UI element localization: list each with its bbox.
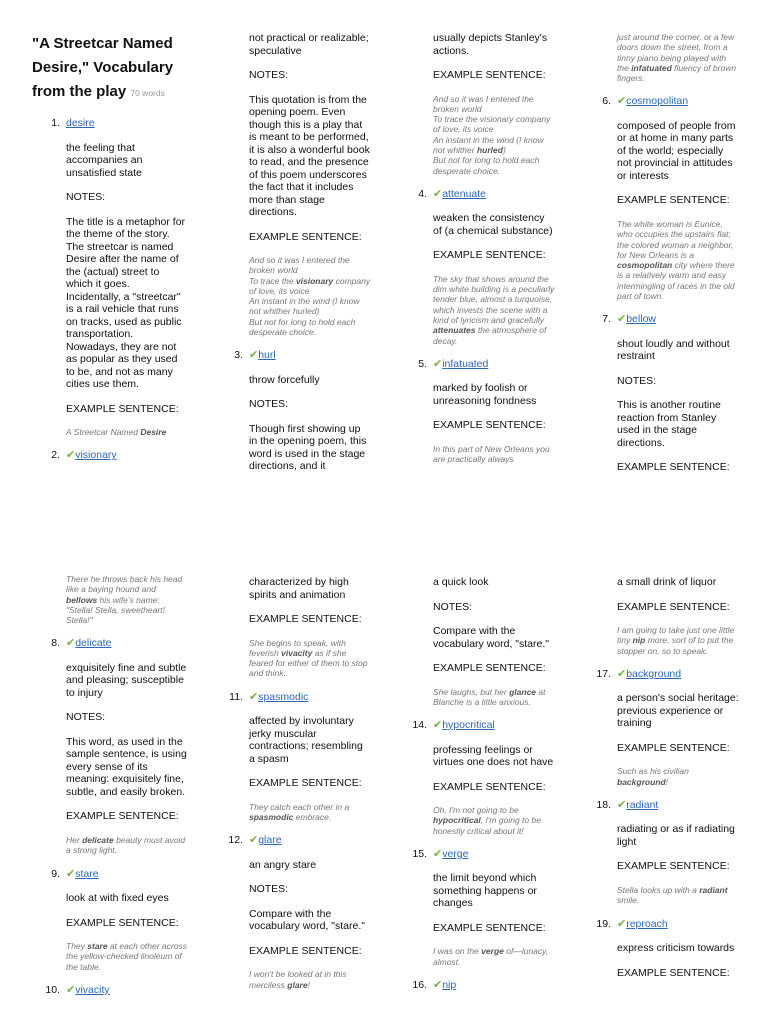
example-text: at Blanche is a little anxious. <box>433 686 546 707</box>
notes-label: NOTES: <box>249 69 289 81</box>
definition: throw forcefully <box>249 373 320 386</box>
example-text: , I'm going to be honestly critical about it! <box>433 815 541 836</box>
example-label: EXAMPLE SENTENCE: <box>617 194 730 207</box>
example-text: beauty must avoid a strong light. <box>66 834 186 856</box>
example-text: smile. <box>617 895 640 906</box>
check-icon: ✔ <box>617 313 627 326</box>
example-label: EXAMPLE SENTENCE: <box>617 860 730 873</box>
entry-bellow <box>602 313 739 474</box>
word-link-hypocritical[interactable]: hypocritical <box>442 719 495 732</box>
notes-label: NOTES: <box>433 600 473 613</box>
check-icon: ✔ <box>66 867 76 880</box>
document-title <box>32 32 182 105</box>
notes-label: NOTES: <box>249 398 289 411</box>
word-link-background[interactable]: background <box>626 667 682 680</box>
example-highlight: Desire <box>140 427 167 437</box>
example-text: Such as his civilian <box>617 766 689 777</box>
check-icon: ✔ <box>617 95 627 108</box>
word-link-desire[interactable]: desire <box>66 117 95 129</box>
notes-label: NOTES: <box>617 374 657 387</box>
example-text: I won't be looked at in this merciless <box>249 969 347 990</box>
definition: a person's social heritage: previous experience or training <box>617 692 739 730</box>
entry-number: 5. <box>418 357 427 370</box>
word-link-glare[interactable]: glare <box>258 834 282 847</box>
check-icon: ✔ <box>617 667 627 680</box>
example-highlight: cosmopolitan <box>617 260 673 271</box>
page2-column-2 <box>228 576 371 1002</box>
entry-number: 1. <box>51 117 60 129</box>
definition: characterized by high spirits and animation <box>249 576 349 601</box>
entry-glare <box>228 834 371 990</box>
example-label: EXAMPLE SENTENCE: <box>433 921 546 934</box>
example-sentence <box>66 835 188 856</box>
example-label: EXAMPLE SENTENCE: <box>433 69 546 81</box>
example-label: EXAMPLE SENTENCE: <box>249 777 362 790</box>
example-sentence <box>66 427 186 437</box>
word-count: 70 words <box>130 88 165 98</box>
example-label: EXAMPLE SENTENCE: <box>249 230 362 243</box>
entry-infatuated <box>418 357 555 465</box>
example-sentence: In this part of New Orleans you are practically always <box>433 443 550 465</box>
entry-verge <box>412 847 555 967</box>
example-text: ) But not for long to hold each desperate choice. <box>433 144 540 176</box>
example-sentence <box>617 32 739 83</box>
page2-column-4 <box>596 576 739 991</box>
notes-text: This quotation is from the opening poem. Even though this is a play that is meant to be performed, it is also a wonderful book to read, and the presence of this poem underscores the fact that it includes more than stage directions. <box>249 93 370 218</box>
example-highlight: vivacity <box>281 647 313 658</box>
word-link-infatuated[interactable]: infatuated <box>442 357 489 370</box>
entry-number: 17. <box>596 667 611 680</box>
entry-number: 10. <box>45 983 60 996</box>
page1-column-2 <box>234 32 371 485</box>
entry-nip <box>412 979 555 992</box>
page1-column-3 <box>418 32 555 477</box>
definition: a quick look <box>433 576 489 588</box>
example-label: EXAMPLE SENTENCE: <box>617 741 730 754</box>
example-sentence <box>433 94 555 176</box>
entry-stare <box>51 867 188 972</box>
entry-attenuate <box>418 187 555 346</box>
page1-column-4 <box>602 32 739 486</box>
entry-number: 7. <box>602 313 611 326</box>
example-sentence <box>617 219 739 301</box>
example-label: EXAMPLE SENTENCE: <box>433 249 546 262</box>
check-icon: ✔ <box>249 690 259 703</box>
check-icon: ✔ <box>66 637 76 650</box>
word-link-bellow[interactable]: bellow <box>626 313 656 326</box>
check-icon: ✔ <box>433 719 443 732</box>
check-icon: ✔ <box>433 357 443 370</box>
definition: look at with fixed eyes <box>66 892 169 905</box>
word-link-hurl[interactable]: hurl <box>258 349 276 362</box>
example-label: EXAMPLE SENTENCE: <box>433 419 546 432</box>
check-icon: ✔ <box>433 847 443 860</box>
definition: a small drink of liquor <box>617 576 717 588</box>
example-text: The sky that shows around the dim white building is a peculiarly tender blue, almost a turquoise, which invests the scene with a kind of lyricism and gracefully <box>433 273 555 326</box>
entry-number: 2. <box>51 449 60 462</box>
word-link-nip[interactable]: nip <box>442 979 457 992</box>
definition: express criticism towards <box>617 942 735 955</box>
example-text: She laughs, but her <box>433 686 510 697</box>
entry-hypocritical <box>412 719 555 836</box>
notes-text: Compare with the vocabulary word, "stare." <box>433 625 550 650</box>
example-text: There he throws back his head like a baying hound and <box>66 574 183 595</box>
notes-label: NOTES: <box>249 883 289 896</box>
example-highlight: background <box>617 776 666 787</box>
example-text: And so it was I entered the broken world To trace the <box>249 255 350 286</box>
word-link-spasmodic[interactable]: spasmodic <box>258 690 309 703</box>
example-highlight: bellows <box>66 594 98 605</box>
example-highlight: stare <box>87 941 108 952</box>
example-highlight: infatuated <box>631 62 672 73</box>
example-text: of—lunacy, almost. <box>433 946 549 967</box>
definition: affected by involuntary jerky muscular contractions; resembling a spasm <box>249 715 363 765</box>
definition: professing feelings or virtues one does not have <box>433 743 554 769</box>
example-highlight: glare <box>287 979 308 990</box>
example-text: A Streetcar Named <box>66 427 141 437</box>
example-text: They <box>66 941 88 952</box>
entry-number: 18. <box>596 798 611 811</box>
check-icon: ✔ <box>66 983 76 996</box>
example-label: EXAMPLE SENTENCE: <box>617 966 730 979</box>
word-link-vivacity[interactable]: vivacity <box>75 983 110 996</box>
definition: marked by foolish or unreasoning fondness <box>433 382 537 407</box>
entry-number: 14. <box>412 719 427 732</box>
example-text: the atmosphere of decay. <box>433 325 547 346</box>
definition: composed of people from or at home in many parts of the world; especially not provincial in attitudes or interests <box>617 119 736 182</box>
entry-number: 11. <box>229 690 243 703</box>
example-text: They catch each other in a <box>249 801 350 812</box>
word-link-delicate[interactable]: delicate <box>75 637 112 650</box>
example-label: EXAMPLE SENTENCE: <box>249 613 362 625</box>
example-sentence <box>433 687 555 708</box>
entry-number: 3. <box>234 349 243 362</box>
entry-number: 19. <box>596 917 611 930</box>
example-text: ! <box>307 979 310 990</box>
definition: weaken the consistency of (a chemical substance) <box>433 212 553 237</box>
entry-number: 6. <box>602 95 611 108</box>
check-icon: ✔ <box>249 349 259 362</box>
notes-text: This word, as used in the sample sentence, is using every sense of its meaning: exquisitely fine, subtle, and easily broken. <box>66 735 187 798</box>
example-text: Stella looks up with a <box>617 884 700 895</box>
example-highlight: delicate <box>82 834 114 845</box>
example-text: fluency of brown fingers. <box>617 62 737 84</box>
word-link-attenuate[interactable]: attenuate <box>442 187 487 200</box>
example-sentence <box>617 885 739 906</box>
example-sentence <box>433 805 555 836</box>
word-link-verge[interactable]: verge <box>442 847 469 860</box>
definition: exquisitely fine and subtle and pleasing; susceptible to injury <box>66 661 187 699</box>
entry-visionary <box>51 449 182 462</box>
notes-text: Though first showing up in the opening poem, this word is used in the stage directions, and it <box>249 422 367 473</box>
check-icon: ✔ <box>66 449 76 462</box>
example-sentence <box>617 766 739 787</box>
example-highlight: nip <box>632 635 646 646</box>
example-text: embrace. <box>293 811 332 822</box>
example-label: EXAMPLE SENTENCE: <box>617 461 730 474</box>
example-sentence <box>433 946 555 967</box>
example-sentence <box>433 274 555 346</box>
entry-desire <box>51 117 186 437</box>
example-text: as if she feared for either of them to stop and think.. <box>249 647 368 679</box>
entry-number: 12. <box>228 834 243 847</box>
example-highlight: spasmodic <box>249 811 294 822</box>
notes-text: usually depicts Stanley's actions. <box>433 32 548 57</box>
definition: not practical or realizable; speculative <box>249 32 369 57</box>
example-text: just around the corner, or a few doors down the street, from a tinny piano being played with the <box>617 32 735 73</box>
example-highlight: radiant <box>699 884 728 895</box>
entry-spasmodic <box>229 690 371 823</box>
definition: an angry stare <box>249 858 317 871</box>
definition: radiating or as if radiating light <box>617 823 735 848</box>
example-highlight: attenuates <box>433 325 476 336</box>
example-text: I was on the <box>433 946 482 957</box>
notes-text: This is another routine reaction from Stanley used in the stage directions. <box>617 399 721 449</box>
word-link-visionary[interactable]: visionary <box>75 449 117 462</box>
check-icon: ✔ <box>617 917 627 930</box>
example-text: Oh, I'm not going to be <box>433 805 519 816</box>
word-link-reproach[interactable]: reproach <box>626 917 668 930</box>
notes-text: Compare with the vocabulary word, "stare." <box>249 907 366 933</box>
example-sentence <box>66 574 188 625</box>
example-text: ! <box>665 776 669 787</box>
entry-cosmopolitan <box>602 95 739 302</box>
document-title-text: "A Streetcar Named Desire," Vocabulary from the play <box>32 35 174 100</box>
page2-column-3 <box>412 576 555 1004</box>
notes-label: NOTES: <box>66 711 106 724</box>
example-sentence <box>249 255 371 337</box>
example-text: company of love, its voice An instant in the wind (I know not whither hurled) But not for long to hold each desperate choice. <box>249 275 371 338</box>
example-text: at each other across the yellow-checked linoleum of the table. <box>66 941 187 972</box>
page2-column-1 <box>45 574 188 1008</box>
example-sentence <box>66 941 188 972</box>
entry-vivacity <box>45 983 188 997</box>
example-text: I am going to take just one little tiny <box>617 625 735 646</box>
example-highlight: visionary <box>295 275 334 286</box>
example-text: more, sort of to put the stopper on, so to speak. <box>617 635 734 656</box>
word-link-stare[interactable]: stare <box>75 867 99 880</box>
entry-radiant <box>596 798 739 906</box>
example-label: EXAMPLE SENTENCE: <box>617 600 730 613</box>
word-link-cosmopolitan[interactable]: cosmopolitan <box>626 95 689 108</box>
example-sentence <box>249 969 371 990</box>
check-icon: ✔ <box>433 187 443 200</box>
example-highlight: glance <box>509 686 537 697</box>
definition: the limit beyond which something happens or changes <box>433 872 537 910</box>
check-icon: ✔ <box>617 798 627 811</box>
example-highlight: verge <box>481 946 504 957</box>
entry-number: 4. <box>418 187 427 200</box>
entry-hurl <box>234 349 371 473</box>
definition: shout loudly and without restraint <box>617 337 730 363</box>
example-text: The white woman is Eunice, who occupies the upstairs flat; the colored woman a neighbor, for New Orleans is a <box>617 218 734 260</box>
example-text: city where there is a relatively warm and easy intermingling of races in the old part of town. <box>617 260 735 302</box>
example-text: his wife's name: "Stella! Stella, sweetheart! Stella!" <box>66 594 165 626</box>
example-sentence <box>249 638 371 679</box>
word-link-radiant[interactable]: radiant <box>626 798 659 811</box>
page1-column-1 <box>32 32 186 474</box>
entry-delicate <box>51 637 188 856</box>
example-label: EXAMPLE SENTENCE: <box>249 944 362 957</box>
entry-number: 8. <box>51 637 60 650</box>
example-text: And so it was I entered the broken world To trace the visionary company of love, its voice An instant in the wind (I know not whither <box>433 93 551 155</box>
page-break <box>0 508 768 572</box>
definition: the feeling that accompanies an unsatisfied state <box>66 141 143 179</box>
entry-number: 9. <box>51 867 60 880</box>
example-text: She begins to speak, with feverish <box>249 637 346 658</box>
example-label: EXAMPLE SENTENCE: <box>66 916 179 929</box>
example-label: EXAMPLE SENTENCE: <box>66 810 179 823</box>
check-icon: ✔ <box>249 834 259 847</box>
entry-reproach <box>596 917 739 980</box>
example-highlight: hurled <box>476 144 503 155</box>
entry-number: 15. <box>412 847 427 860</box>
example-label: EXAMPLE SENTENCE: <box>433 662 546 674</box>
example-highlight: hypocritical <box>433 815 481 826</box>
notes-label: NOTES: <box>66 191 106 203</box>
example-label: EXAMPLE SENTENCE: <box>433 780 546 793</box>
check-icon: ✔ <box>433 979 443 992</box>
entry-number: 16. <box>412 979 427 992</box>
example-sentence <box>617 625 739 656</box>
example-sentence <box>249 802 371 823</box>
entry-background <box>596 667 739 787</box>
example-label: EXAMPLE SENTENCE: <box>66 402 179 415</box>
notes-text: The title is a metaphor for the theme of the story. The streetcar is named Desire after the name of the (actual) street to which it goes. Incidentally, a "streetcar" is a rail vehicle that runs on tracks, used as public transportation. Nowadays, they are not as popular as they used to be, and not as many cities use them. <box>66 215 186 390</box>
example-text: Her <box>66 834 83 845</box>
